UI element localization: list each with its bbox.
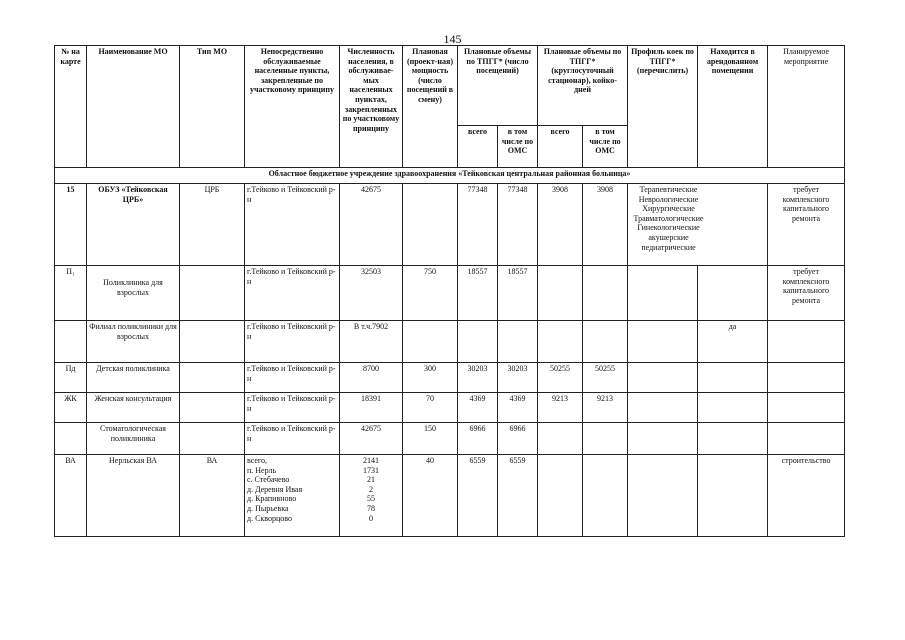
cell-population: В т.ч.7902: [340, 321, 403, 363]
cell-visits-oms: 6559: [498, 455, 538, 537]
header-settlements: Непосредственно обслуживаемые населенные пункты, закрепленные по участковому принципу: [245, 46, 340, 168]
cell-map-no: Пд: [55, 363, 87, 393]
cell-beds-oms: 3908: [583, 184, 628, 266]
cell-capacity: 300: [403, 363, 458, 393]
cell-mo-type: [180, 423, 245, 455]
header-rented: Находится в арендованном помещении: [698, 46, 768, 168]
header-population: Численность населения, в обслуживае-мых населенных пунктах, закрепленных по участковому принципу: [340, 46, 403, 168]
cell-map-no: ВА: [55, 455, 87, 537]
cell-bed-profile: Терапевтические Неврологические Хирургические Травматологические Гинекологические акушерские педиатрические: [628, 184, 768, 266]
cell-planned: [768, 393, 845, 423]
cell-capacity: 150: [403, 423, 458, 455]
cell-population: 42675: [340, 423, 403, 455]
section-title: Областное бюджетное учреждение здравоохранения «Тейковская центральная районная больница»: [55, 168, 845, 184]
cell-planned: [768, 423, 845, 455]
cell-beds-oms: [583, 266, 628, 321]
cell-visits-oms: 6966: [498, 423, 538, 455]
cell-map-no: 15: [55, 184, 87, 266]
header-mo-name: Наименование МО: [87, 46, 180, 168]
cell-visits-total: [458, 321, 498, 363]
cell-beds-oms: 50255: [583, 363, 628, 393]
cell-population: 18391: [340, 393, 403, 423]
cell-planned: требует комплексного капитального ремонта: [768, 266, 845, 321]
cell-mo-name: Детская поликлиника: [87, 363, 180, 393]
cell-bed-profile: [628, 321, 698, 363]
header-planned: Планируемое мероприятие: [768, 46, 845, 168]
cell-settlements: г.Тейково и Тейковский р-н: [245, 266, 340, 321]
table-row: [55, 455, 845, 537]
table-row: [55, 393, 845, 423]
header-capacity: Плановая (проект-ная) мощность (число посещений в смену): [403, 46, 458, 168]
cell-beds-oms: 9213: [583, 393, 628, 423]
cell-mo-name: ОБУЗ «Тейковская ЦРБ»: [87, 184, 180, 266]
cell-mo-name: Поликлиника для взрослых: [87, 266, 180, 321]
cell-capacity: [403, 321, 458, 363]
header-beds-total: всего: [538, 126, 583, 168]
cell-beds-total: [538, 266, 583, 321]
cell-settlements: г.Тейково и Тейковский р-н: [245, 423, 340, 455]
cell-mo-type: ВА: [180, 455, 245, 537]
table-row: [55, 184, 845, 266]
table-row: [55, 321, 845, 363]
cell-mo-type: [180, 321, 245, 363]
cell-rented: [698, 393, 768, 423]
cell-beds-oms: [583, 455, 628, 537]
header-beds-oms: в том числе по ОМС: [583, 126, 628, 168]
header-hospital-group: Плановые объемы по ТПГГ* (круглосуточный стационар), койко-дней: [538, 46, 628, 126]
cell-population: 8700: [340, 363, 403, 393]
cell-planned: [768, 363, 845, 393]
cell-beds-total: 3908: [538, 184, 583, 266]
cell-visits-oms: 77348: [498, 184, 538, 266]
table-row: [55, 363, 845, 393]
cell-population: 2141 1731 21 2 55 78 0: [340, 455, 403, 537]
header-visits-oms: в том числе по ОМС: [498, 126, 538, 168]
cell-rented: [698, 423, 768, 455]
cell-map-no: П₁: [55, 266, 87, 321]
cell-planned: [768, 321, 845, 363]
cell-mo-type: [180, 363, 245, 393]
cell-mo-type: [180, 266, 245, 321]
cell-visits-oms: 30203: [498, 363, 538, 393]
cell-beds-oms: [583, 321, 628, 363]
cell-beds-oms: [583, 423, 628, 455]
cell-visits-total: 6559: [458, 455, 498, 537]
cell-beds-total: 9213: [538, 393, 583, 423]
cell-visits-oms: [498, 321, 538, 363]
header-map-no: № на карте: [55, 46, 87, 168]
cell-bed-profile: [628, 363, 698, 393]
cell-bed-profile: [628, 266, 698, 321]
cell-capacity: 70: [403, 393, 458, 423]
cell-settlements: г.Тейково и Тейковский р-н: [245, 363, 340, 393]
cell-mo-type: ЦРБ: [180, 184, 245, 266]
cell-beds-total: [538, 321, 583, 363]
cell-capacity: 750: [403, 266, 458, 321]
cell-visits-total: 4369: [458, 393, 498, 423]
cell-rented: [698, 363, 768, 393]
cell-planned: строительство: [768, 455, 845, 537]
cell-visits-oms: 4369: [498, 393, 538, 423]
header-bed-profile: Профиль коек по ТПГГ* (перечислить): [628, 46, 698, 168]
header-visits-group: Плановые объемы по ТПГГ* (число посещений): [458, 46, 538, 126]
cell-rented: да: [698, 321, 768, 363]
cell-settlements: г.Тейково и Тейковский р-н: [245, 393, 340, 423]
page-number: 145: [443, 32, 462, 46]
cell-settlements: всего, п. Нерль с. Стебачево д. Деревня Ивая д. Крапивново д. Пырьевка д. Скворцово: [245, 455, 340, 537]
cell-map-no: [55, 423, 87, 455]
cell-mo-name: Филиал поликлиники для взрослых: [87, 321, 180, 363]
cell-bed-profile: [628, 455, 698, 537]
cell-capacity: 40: [403, 455, 458, 537]
cell-bed-profile: [628, 423, 698, 455]
cell-capacity: [403, 184, 458, 266]
cell-mo-name: Стоматологическая поликлиника: [87, 423, 180, 455]
cell-settlements: г.Тейково и Тейковский р-н: [245, 184, 340, 266]
cell-visits-total: 77348: [458, 184, 498, 266]
cell-rented: [698, 266, 768, 321]
cell-visits-total: 6966: [458, 423, 498, 455]
cell-visits-total: 30203: [458, 363, 498, 393]
table-row: [55, 266, 845, 321]
cell-mo-name: Женская консультация: [87, 393, 180, 423]
table-row: [55, 423, 845, 455]
cell-map-no: ЖК: [55, 393, 87, 423]
cell-mo-type: [180, 393, 245, 423]
cell-map-no: [55, 321, 87, 363]
cell-beds-total: [538, 423, 583, 455]
cell-population: 42675: [340, 184, 403, 266]
cell-beds-total: [538, 455, 583, 537]
cell-mo-name: Нерльская ВА: [87, 455, 180, 537]
cell-bed-profile: [628, 393, 698, 423]
header-visits-total: всего: [458, 126, 498, 168]
cell-visits-oms: 18557: [498, 266, 538, 321]
cell-beds-total: 50255: [538, 363, 583, 393]
cell-population: 32503: [340, 266, 403, 321]
cell-settlements: г.Тейково и Тейковский р-н: [245, 321, 340, 363]
cell-rented: [698, 455, 768, 537]
medical-organizations-table: [54, 45, 845, 537]
cell-visits-total: 18557: [458, 266, 498, 321]
header-mo-type: Тип МО: [180, 46, 245, 168]
cell-planned: требует комплексного капитального ремонта: [768, 184, 845, 266]
